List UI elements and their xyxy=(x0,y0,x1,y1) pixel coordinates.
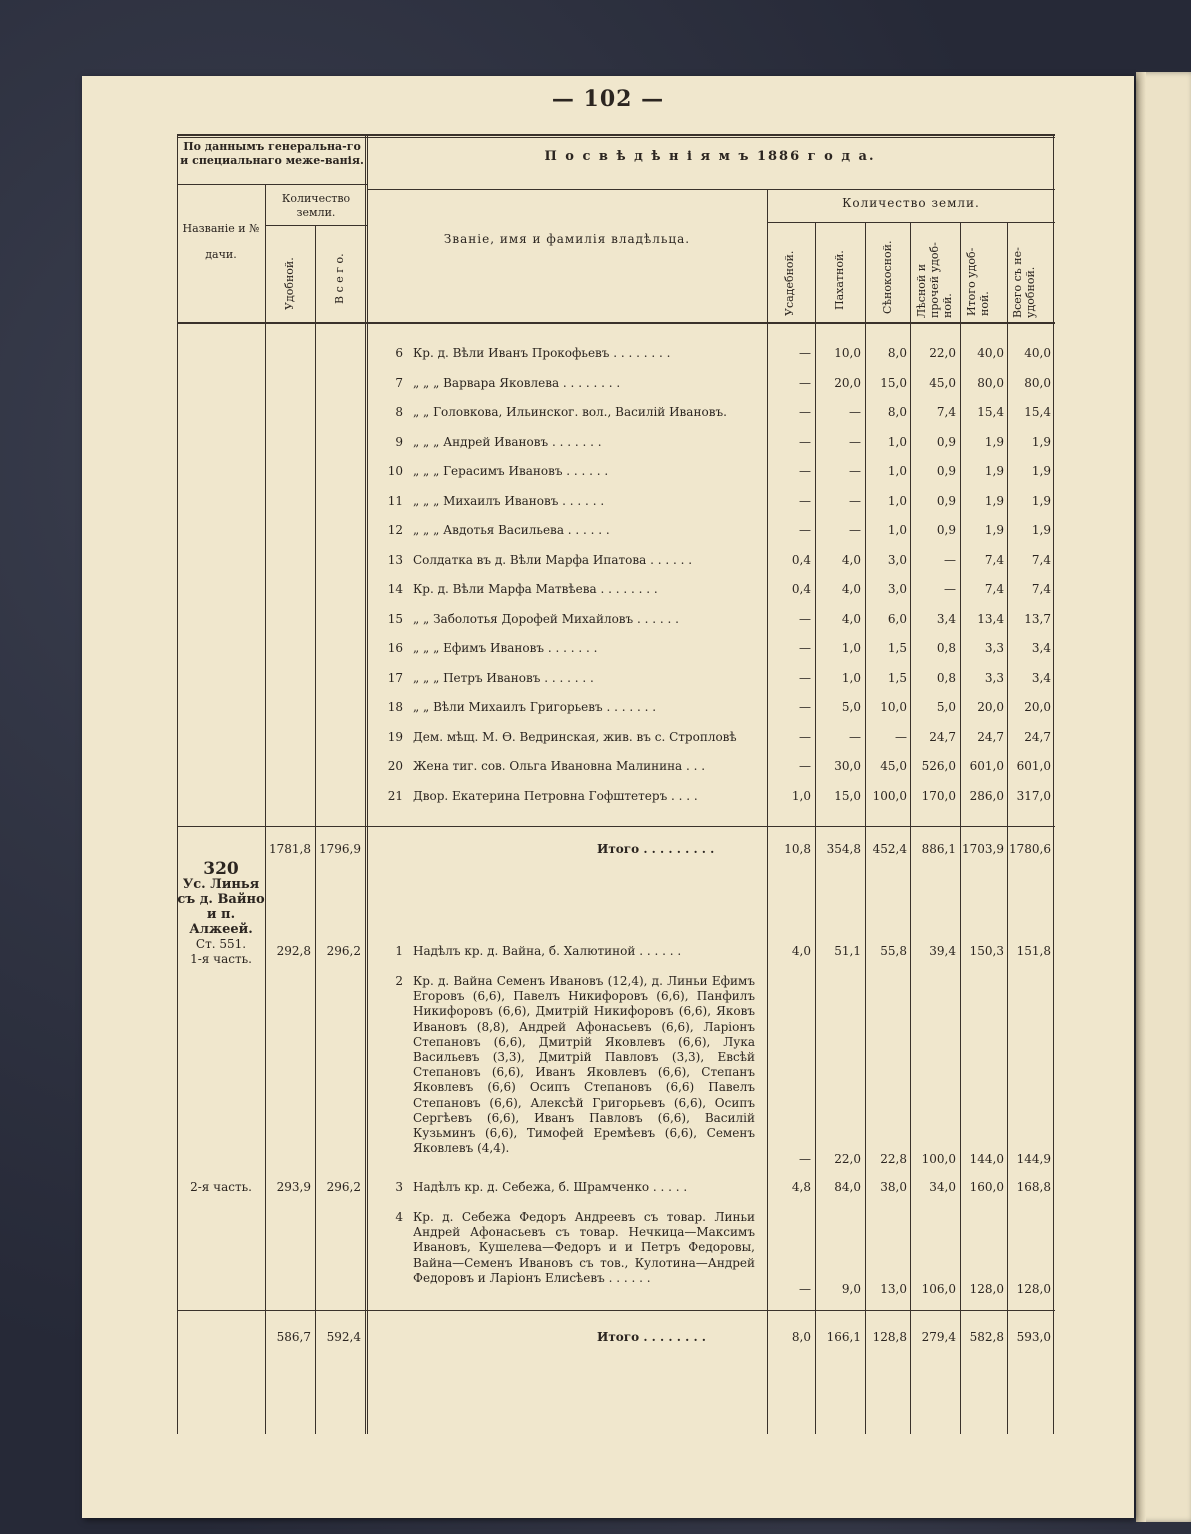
value-cell: — xyxy=(799,729,811,744)
table-row xyxy=(177,671,1055,691)
b2-usad: — xyxy=(799,1152,811,1166)
value-cell: 3,3 xyxy=(984,670,1004,685)
value-cell: — xyxy=(799,493,811,508)
row-number: 6 xyxy=(395,346,403,360)
value-cell: — xyxy=(799,700,811,714)
value-cell: 22,0 xyxy=(929,346,956,360)
value-cell: 170,0 xyxy=(921,788,956,803)
value-cell: 3,4 xyxy=(1031,641,1051,655)
value-cell: 15,0 xyxy=(880,375,907,390)
table-row xyxy=(177,553,1055,573)
value-cell: — xyxy=(799,375,811,390)
row-b4-values xyxy=(177,1282,1055,1302)
value-cell: 601,0 xyxy=(1016,759,1051,773)
b1-usad: 4,0 xyxy=(791,944,811,958)
col-itogo-udob-header: Итого удоб-ной. xyxy=(965,247,991,316)
value-cell: 3,3 xyxy=(984,641,1004,655)
owner-cell: „ „ „ Варвара Яковлева . . . . . . . . xyxy=(413,375,621,390)
value-cell: 3,4 xyxy=(1031,670,1051,685)
value-cell: 20,0 xyxy=(834,375,861,390)
b1-les: 39,4 xyxy=(929,944,956,958)
owner-cell: Двор. Екатерина Петровна Гофштетеръ . . . . xyxy=(413,788,698,803)
value-cell: 45,0 xyxy=(880,759,907,773)
row-number: 7 xyxy=(395,375,403,390)
total-b-itogo: 582,8 xyxy=(969,1330,1004,1344)
owner-cell: „ „ „ Герасимъ Ивановъ . . . . . . xyxy=(413,464,609,478)
value-cell: 601,0 xyxy=(969,759,1004,773)
owner-cell: „ „ „ Петръ Ивановъ . . . . . . . xyxy=(413,670,594,685)
value-cell: 3,4 xyxy=(936,611,956,626)
table-row xyxy=(177,523,1055,543)
survey-group-header: По даннымъ генеральна-го и специальнаго меже-ванія. xyxy=(180,140,364,167)
land-qty-header-left: Количество земли. xyxy=(281,192,351,219)
total-a-vsego-ne: 1780,6 xyxy=(1009,842,1051,856)
value-cell: — xyxy=(799,670,811,685)
value-cell: 10,0 xyxy=(880,700,907,714)
b4-num: 4 xyxy=(395,1210,403,1224)
owner-column-header: Званіе, имя и фамилія владѣльца. xyxy=(443,232,691,246)
row-number: 17 xyxy=(387,670,403,685)
table-row xyxy=(177,405,1055,425)
b4-vsego-ne: 128,0 xyxy=(1016,1282,1051,1296)
row-number: 12 xyxy=(387,523,403,537)
b3-vsego-ne: 168,8 xyxy=(1016,1180,1051,1194)
value-cell: 1,0 xyxy=(887,523,907,537)
table-row xyxy=(177,376,1055,396)
total-a-usad: 10,8 xyxy=(784,842,811,856)
b2-itogo: 144,0 xyxy=(969,1152,1004,1166)
value-cell: — xyxy=(849,729,861,744)
value-cell: — xyxy=(799,641,811,655)
value-cell: 24,7 xyxy=(1024,729,1051,744)
b1-pakh: 51,1 xyxy=(834,944,861,958)
value-cell: 3,0 xyxy=(887,582,907,596)
row-number: 13 xyxy=(387,552,403,567)
value-cell: 13,4 xyxy=(977,611,1004,626)
value-cell: — xyxy=(799,464,811,478)
b4-seno: 13,0 xyxy=(880,1282,907,1296)
value-cell: — xyxy=(895,729,907,744)
value-cell: — xyxy=(799,611,811,626)
dacha-name-header: Названіе и № дачи. xyxy=(182,222,260,261)
total-a-udobnoi: 1781,8 xyxy=(269,842,311,856)
value-cell: 15,4 xyxy=(1024,405,1051,419)
statistics-table xyxy=(177,134,1055,1434)
value-cell: 1,9 xyxy=(1031,523,1051,537)
value-cell: 1,0 xyxy=(887,464,907,478)
value-cell: — xyxy=(799,523,811,537)
value-cell: 0,8 xyxy=(936,670,956,685)
value-cell: 1,9 xyxy=(984,493,1004,508)
row-number: 15 xyxy=(387,611,403,626)
next-page-edge xyxy=(1136,72,1191,1522)
value-cell: 1,0 xyxy=(887,434,907,449)
row-number: 21 xyxy=(387,788,403,803)
value-cell: — xyxy=(849,493,861,508)
value-cell: 80,0 xyxy=(1024,375,1051,390)
table-row xyxy=(177,700,1055,720)
b3-vsego: 296,2 xyxy=(326,1180,361,1194)
survey-1886-title: П о с в ѣ д ѣ н і я м ъ 1886 г о д а. xyxy=(544,149,876,164)
b1-owner: Надѣлъ кр. д. Вайна, б. Халютиной . . . . . . xyxy=(413,944,682,958)
value-cell: 1,9 xyxy=(984,464,1004,478)
b4-owners-text: Кр. д. Себежа Федоръ Андреевъ съ товар. Линьи Андрей Афонасьевъ съ товар. Нечкица—Максимъ Ивановъ, Кушелева—Федоръ и и Петръ Федоровы, Вайна—Семенъ Ивановъ съ тов., Кулотина—Андрей Федоровъ и Ларіонъ Елисѣевъ . . . . . . xyxy=(413,1210,755,1285)
owner-cell: Кр. д. Вѣли Марфа Матвѣева . . . . . . . . xyxy=(413,582,658,596)
value-cell: — xyxy=(799,759,811,773)
table-row xyxy=(177,464,1055,484)
total-b-label: Итого . . . . . . . . xyxy=(597,1330,706,1344)
value-cell: 1,0 xyxy=(791,788,811,803)
owner-cell: Дем. мѣщ. М. Ѳ. Ведринская, жив. въ с. Стропловѣ xyxy=(413,729,737,744)
b3-les: 34,0 xyxy=(929,1180,956,1194)
value-cell: 7,4 xyxy=(1031,552,1051,567)
table-row xyxy=(177,612,1055,632)
total-b-seno: 128,8 xyxy=(872,1330,907,1344)
value-cell: 286,0 xyxy=(969,788,1004,803)
value-cell: — xyxy=(849,434,861,449)
value-cell: 24,7 xyxy=(977,729,1004,744)
b4-les: 106,0 xyxy=(921,1282,956,1296)
total-b-vsego-ne: 593,0 xyxy=(1016,1330,1051,1344)
row-b3 xyxy=(177,1180,1055,1200)
value-cell: 1,9 xyxy=(984,434,1004,449)
total-row-b xyxy=(177,1330,1055,1350)
value-cell: 3,0 xyxy=(887,552,907,567)
owner-cell: Солдатка въ д. Вѣли Марфа Ипатова . . . . . . xyxy=(413,552,693,567)
value-cell: 13,7 xyxy=(1024,611,1051,626)
b4-itogo: 128,0 xyxy=(969,1282,1004,1296)
table-row xyxy=(177,759,1055,779)
table-row xyxy=(177,730,1055,750)
owner-cell: Кр. д. Вѣли Иванъ Прокофьевъ . . . . . . . . xyxy=(413,346,671,360)
b2-pakh: 22,0 xyxy=(834,1152,861,1166)
b1-itogo: 150,3 xyxy=(969,944,1004,958)
value-cell: 30,0 xyxy=(834,759,861,773)
value-cell: 24,7 xyxy=(929,729,956,744)
value-cell: 7,4 xyxy=(984,552,1004,567)
value-cell: 0,9 xyxy=(936,464,956,478)
value-cell: 1,9 xyxy=(1031,464,1051,478)
row-number: 20 xyxy=(387,759,403,773)
col-lesnoi-header: Лѣсной и прочей удоб-ной. xyxy=(915,242,954,318)
owner-cell: „ „ „ Михаилъ Ивановъ . . . . . . xyxy=(413,493,605,508)
total-a-les: 886,1 xyxy=(921,842,956,856)
owner-cell: „ „ Заболотья Дорофей Михайловъ . . . . . . xyxy=(413,611,679,626)
value-cell: 1,5 xyxy=(887,641,907,655)
total-b-pakh: 166,1 xyxy=(826,1330,861,1344)
b3-usad: 4,8 xyxy=(791,1180,811,1194)
b1-vsego-ne: 151,8 xyxy=(1016,944,1051,958)
b4-usad: — xyxy=(799,1282,811,1296)
total-b-usad: 8,0 xyxy=(791,1330,811,1344)
dacha-part2: 2-я часть. xyxy=(190,1180,252,1194)
value-cell: — xyxy=(849,405,861,419)
value-cell: 4,0 xyxy=(841,582,861,596)
table-row xyxy=(177,641,1055,661)
value-cell: — xyxy=(944,552,956,567)
table-row xyxy=(177,582,1055,602)
col-senokosnoi-header: Сѣнокосной. xyxy=(881,240,894,314)
value-cell: 8,0 xyxy=(887,346,907,360)
value-cell: 1,0 xyxy=(841,670,861,685)
row-number: 10 xyxy=(387,464,403,478)
value-cell: 40,0 xyxy=(1024,346,1051,360)
row-number: 9 xyxy=(395,434,403,449)
value-cell: — xyxy=(944,582,956,596)
page-number: — 102 — xyxy=(551,86,665,112)
value-cell: 1,9 xyxy=(984,523,1004,537)
row-b2-values xyxy=(177,1152,1055,1172)
value-cell: 0,4 xyxy=(791,552,811,567)
owner-cell: „ „ Головкова, Ильинског. вол., Василій Ивановъ. xyxy=(413,405,727,419)
row-number: 18 xyxy=(387,700,403,714)
b2-les: 100,0 xyxy=(921,1152,956,1166)
row-number: 11 xyxy=(387,493,403,508)
value-cell: 7,4 xyxy=(936,405,956,419)
total-b-vsego: 592,4 xyxy=(326,1330,361,1344)
value-cell: 10,0 xyxy=(834,346,861,360)
value-cell: 7,4 xyxy=(984,582,1004,596)
value-cell: 80,0 xyxy=(977,375,1004,390)
col-udobnoi-header: Удобной. xyxy=(283,257,296,310)
table-row xyxy=(177,435,1055,455)
value-cell: 45,0 xyxy=(929,375,956,390)
owner-cell: Жена тиг. сов. Ольга Ивановна Малинина . . . xyxy=(413,759,706,773)
value-cell: 0,4 xyxy=(791,582,811,596)
b2-vsego-ne: 144,9 xyxy=(1016,1152,1051,1166)
b2-seno: 22,8 xyxy=(880,1152,907,1166)
value-cell: 1,0 xyxy=(887,493,907,508)
value-cell: 5,0 xyxy=(841,700,861,714)
value-cell: 7,4 xyxy=(1031,582,1051,596)
table-row xyxy=(177,789,1055,809)
value-cell: 0,8 xyxy=(936,641,956,655)
value-cell: 0,9 xyxy=(936,523,956,537)
dacha-number: 320 xyxy=(203,859,239,879)
value-cell: — xyxy=(799,405,811,419)
b1-vsego: 296,2 xyxy=(326,944,361,958)
owner-cell: „ „ „ Ефимъ Ивановъ . . . . . . . xyxy=(413,641,598,655)
value-cell: 1,9 xyxy=(1031,434,1051,449)
total-a-seno: 452,4 xyxy=(872,842,907,856)
land-qty-header-right: Количество земли. xyxy=(842,196,980,210)
value-cell: 4,0 xyxy=(841,552,861,567)
value-cell: 100,0 xyxy=(872,788,907,803)
b2-num: 2 xyxy=(395,974,403,988)
row-b1 xyxy=(177,944,1055,964)
b1-num: 1 xyxy=(395,944,403,958)
total-a-itogo: 1703,9 xyxy=(962,842,1004,856)
row-number: 19 xyxy=(387,729,403,744)
row-number: 14 xyxy=(387,582,403,596)
value-cell: 1,5 xyxy=(887,670,907,685)
total-b-udobnoi: 586,7 xyxy=(276,1330,311,1344)
value-cell: 8,0 xyxy=(887,405,907,419)
total-row-a xyxy=(177,842,1055,862)
table-row xyxy=(177,346,1055,366)
value-cell: 0,9 xyxy=(936,493,956,508)
total-a-vsego: 1796,9 xyxy=(319,842,361,856)
value-cell: — xyxy=(849,523,861,537)
b3-owner: Надѣлъ кр. д. Себежа, б. Шрамченко . . . . . xyxy=(413,1180,688,1194)
b3-num: 3 xyxy=(395,1180,403,1194)
total-a-pakh: 354,8 xyxy=(826,842,861,856)
b1-udobnoi: 292,8 xyxy=(276,944,311,958)
dacha-station: Ст. 551. xyxy=(195,937,247,951)
b2-owners-text: Кр. д. Вайна Семенъ Ивановъ (12,4), д. Линьи Ефимъ Егоровъ (6,6), Павелъ Никифоровъ (6,6), Панфилъ Никифоровъ (6,6), Дмитрій Никифоровъ (6,6), Яковъ Ивановъ (8,8), Андрей Афонасьевъ (6,6), Ларіонъ Степановъ (6,6), Дмитрій Яковлевъ (6,6), Лука Васильевъ (3,3), Дмитрій Павловъ (3,3), Евсѣй Степановъ (6,6), Иванъ Яковлевъ (6,6), Степанъ Яковлевъ (6,6) Осипъ Степановъ (6,6) Павелъ Степановъ (6,6), Алексѣй Григорьевъ (6,6), Осипъ Сергѣевъ (6,6), Иванъ Павловъ (6,6), Василій Кузьминъ (6,6), Тимофей Еремѣевъ (6,6), Семенъ Яковлевъ (4,4). xyxy=(413,974,755,1156)
value-cell: — xyxy=(799,434,811,449)
b4-pakh: 9,0 xyxy=(841,1282,861,1296)
row-number: 8 xyxy=(395,405,403,419)
table-row xyxy=(177,494,1055,514)
value-cell: 40,0 xyxy=(977,346,1004,360)
value-cell: 15,4 xyxy=(977,405,1004,419)
b3-seno: 38,0 xyxy=(880,1180,907,1194)
col-pakhatnoi-header: Пахатной. xyxy=(833,250,846,310)
value-cell: — xyxy=(849,464,861,478)
owner-cell: „ „ Вѣли Михаилъ Григорьевъ . . . . . . . xyxy=(413,700,657,714)
b3-pakh: 84,0 xyxy=(834,1180,861,1194)
b3-itogo: 160,0 xyxy=(969,1180,1004,1194)
b3-udobnoi: 293,9 xyxy=(276,1180,311,1194)
b1-seno: 55,8 xyxy=(880,944,907,958)
value-cell: 6,0 xyxy=(887,611,907,626)
total-a-label: Итого . . . . . . . . . xyxy=(597,842,715,856)
value-cell: 20,0 xyxy=(977,700,1004,714)
dacha-name: Ус. Линья съ д. Вайно и п. Алжеей. xyxy=(177,877,265,937)
value-cell: 0,9 xyxy=(936,434,956,449)
owner-cell: „ „ „ Андрей Ивановъ . . . . . . . xyxy=(413,434,602,449)
col-vsego-neudob-header: Всего съ не-удобной. xyxy=(1011,247,1037,318)
col-usadebnoi-header: Усадебной. xyxy=(783,250,796,316)
row-number: 16 xyxy=(387,641,403,655)
value-cell: 526,0 xyxy=(921,759,956,773)
owner-cell: „ „ „ Авдотья Васильева . . . . . . xyxy=(413,523,610,537)
value-cell: 4,0 xyxy=(841,611,861,626)
value-cell: 20,0 xyxy=(1024,700,1051,714)
value-cell: 1,9 xyxy=(1031,493,1051,508)
col-vsego-header: В с е г о. xyxy=(333,253,346,304)
value-cell: — xyxy=(799,346,811,360)
value-cell: 1,0 xyxy=(841,641,861,655)
total-b-les: 279,4 xyxy=(921,1330,956,1344)
value-cell: 5,0 xyxy=(936,700,956,714)
dacha-part1: 1-я часть. xyxy=(190,952,252,966)
value-cell: 317,0 xyxy=(1016,788,1051,803)
value-cell: 15,0 xyxy=(834,788,861,803)
book-page xyxy=(82,76,1134,1518)
